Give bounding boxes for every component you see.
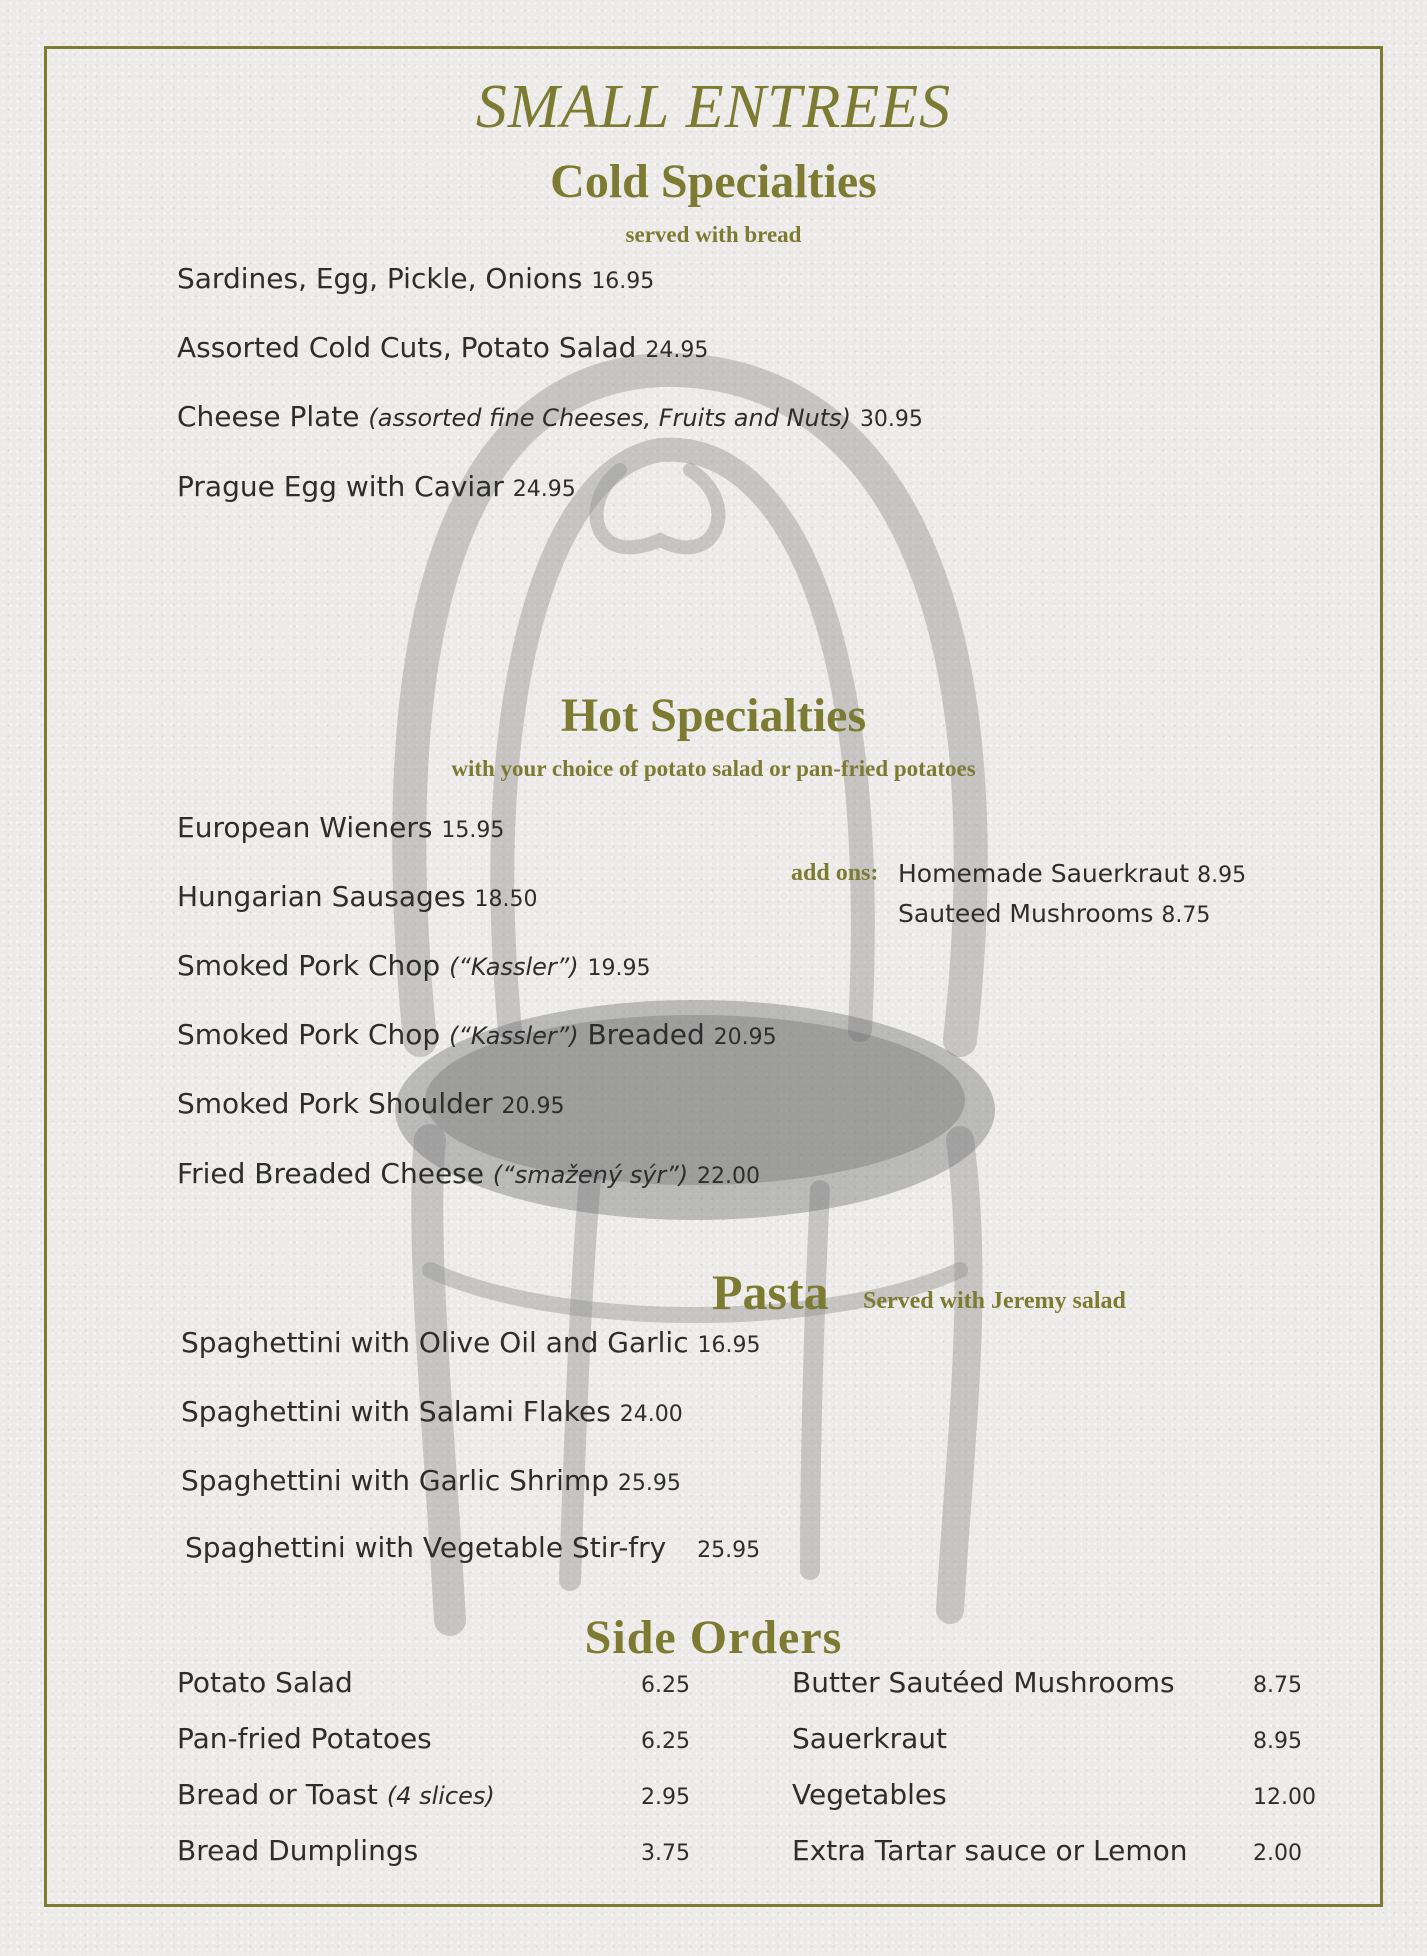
cold-specialties-heading: Cold Specialties [550, 155, 877, 208]
item-suffix: Breaded [587, 1018, 705, 1051]
item-price: 30.95 [859, 407, 923, 432]
item-name: Fried Breaded Cheese [177, 1157, 484, 1190]
item-price: 24.95 [645, 338, 709, 363]
side-item-name: Vegetables [792, 1778, 947, 1811]
menu-item [177, 331, 708, 364]
pasta-heading: Pasta [712, 1264, 829, 1320]
side-item-name: Potato Salad [177, 1666, 353, 1699]
cold-specialties-subheading: served with bread [625, 222, 802, 247]
menu-item [185, 1531, 760, 1564]
side-item-price: 6.25 [641, 1729, 690, 1754]
side-item-price: 2.95 [641, 1785, 690, 1810]
menu-item [177, 811, 504, 844]
page-title: SMALL ENTREES [475, 73, 952, 141]
item-name: Smoked Pork Chop [177, 1018, 441, 1051]
menu-item [181, 1326, 761, 1359]
item-price: 19.95 [587, 956, 651, 981]
menu-item [177, 1018, 777, 1051]
side-item-name: Bread or Toast [177, 1778, 378, 1811]
menu-item [181, 1395, 683, 1428]
item-price: 20.95 [713, 1025, 777, 1050]
side-item-price: 6.25 [641, 1673, 690, 1698]
item-name: Spaghettini with Olive Oil and Garlic [181, 1326, 689, 1359]
side-item-price: 2.00 [1253, 1841, 1302, 1866]
menu-item [177, 949, 650, 982]
item-name: European Wieners [177, 811, 433, 844]
side-item-name: Sauerkraut [792, 1722, 948, 1755]
item-name: Smoked Pork Chop [177, 949, 441, 982]
add-on-price: 8.95 [1197, 863, 1247, 888]
item-name: Spaghettini with Garlic Shrimp [181, 1464, 609, 1497]
item-note: (“Kassler”) [449, 953, 579, 981]
add-on-price: 8.75 [1161, 903, 1211, 928]
side-item-price: 8.75 [1253, 1673, 1302, 1698]
item-price: 25.95 [697, 1538, 761, 1563]
side-item-name: Pan-fried Potatoes [177, 1722, 432, 1755]
item-price: 24.00 [619, 1402, 683, 1427]
side-orders-heading: Side Orders [584, 1611, 843, 1664]
item-name: Hungarian Sausages [177, 880, 466, 913]
side-item-price: 3.75 [641, 1841, 690, 1866]
side-item [177, 1778, 495, 1811]
item-note: (“Kassler”) [449, 1022, 579, 1050]
menu-item [177, 1157, 760, 1190]
item-price: 24.95 [512, 477, 576, 502]
add-on-name: Sauteed Mushrooms [898, 899, 1154, 928]
add-on-name: Homemade Sauerkraut [898, 859, 1190, 888]
side-item-name: Bread Dumplings [177, 1834, 419, 1867]
pasta-subheading: Served with Jeremy salad [863, 1288, 1126, 1314]
item-price: 20.95 [501, 1094, 565, 1119]
item-price: 15.95 [441, 818, 505, 843]
side-item-name: Butter Sautéed Mushrooms [792, 1666, 1175, 1699]
item-note: (assorted fine Cheeses, Fruits and Nuts) [368, 404, 852, 432]
item-name: Prague Egg with Caviar [177, 470, 504, 503]
side-item-price: 12.00 [1253, 1785, 1316, 1810]
side-item-name: Extra Tartar sauce or Lemon [792, 1834, 1188, 1867]
item-name: Sardines, Egg, Pickle, Onions [177, 262, 583, 295]
add-on-item [898, 899, 1210, 928]
item-name: Smoked Pork Shoulder [177, 1087, 493, 1120]
item-name: Spaghettini with Salami Flakes [181, 1395, 611, 1428]
item-price: 22.00 [696, 1164, 760, 1189]
item-price: 18.50 [474, 887, 538, 912]
menu-item [177, 262, 654, 295]
add-on-item [898, 859, 1246, 888]
bentwood-chair-watermark [360, 340, 1050, 1660]
hot-specialties-subheading: with your choice of potato salad or pan-fried potatoes [451, 756, 976, 781]
item-name: Spaghettini with Vegetable Stir-fry [185, 1531, 667, 1564]
menu-item [177, 1087, 565, 1120]
menu-item [181, 1464, 681, 1497]
menu-item [177, 470, 576, 503]
hot-specialties-heading: Hot Specialties [560, 689, 867, 742]
add-ons-label: add ons: [791, 860, 879, 886]
item-name: Cheese Plate [177, 400, 360, 433]
item-price: 25.95 [617, 1471, 681, 1496]
item-price: 16.95 [591, 269, 655, 294]
side-item-note: (4 slices) [386, 1782, 495, 1810]
side-item-price: 8.95 [1253, 1729, 1302, 1754]
menu-item [177, 880, 537, 913]
item-name: Assorted Cold Cuts, Potato Salad [177, 331, 637, 364]
item-price: 16.95 [697, 1333, 761, 1358]
item-note: (“smažený sýr”) [492, 1161, 689, 1189]
menu-item [177, 400, 923, 433]
